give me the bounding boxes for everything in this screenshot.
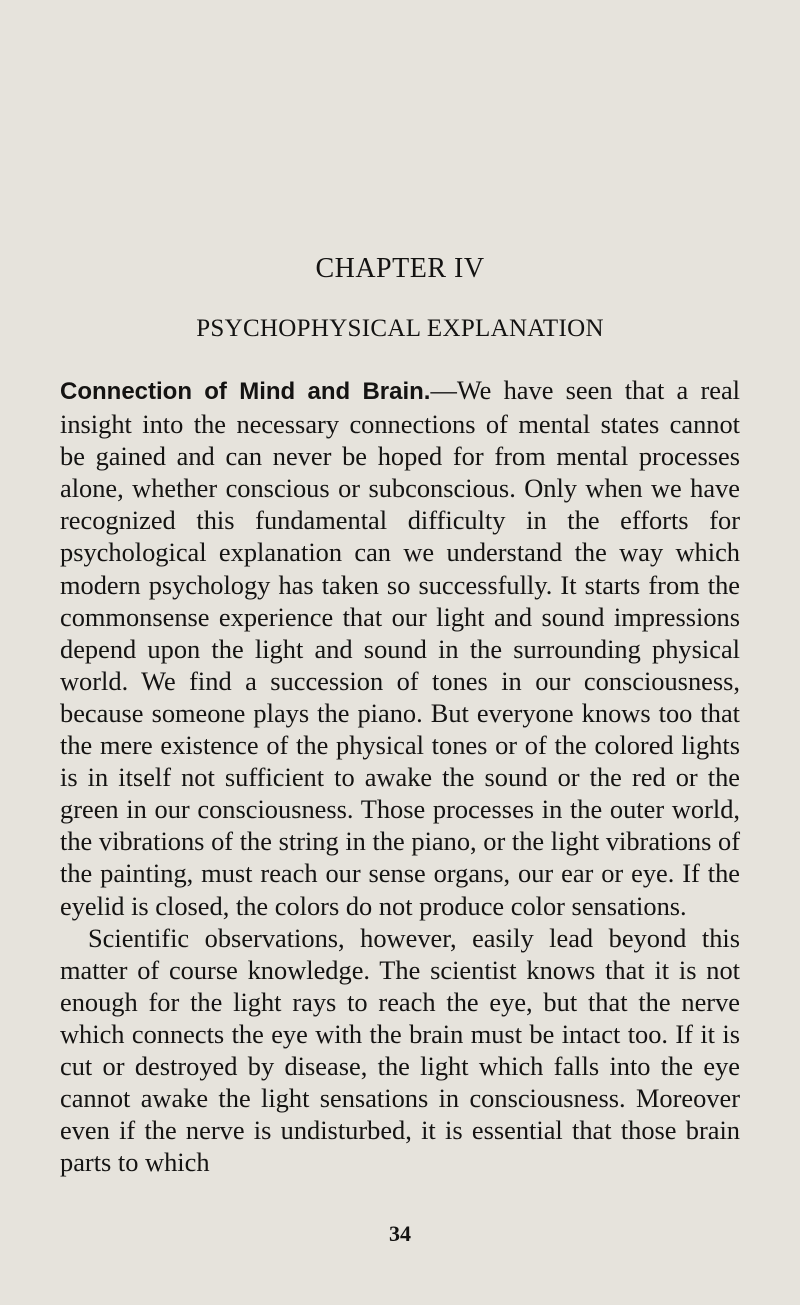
paragraph-text: —We have seen that a real insight into the necessary connections of mental states cannot be gained and can never be hoped for from mental processes alone, whether conscious or subconscious. Only when we have recognized this fundamental difficulty in the efforts for psychological explanation can we understand the way which modern psychology has taken so successfully. It starts from the commonsense experience that our light and sound impressions depend upon the light and sound in the surrounding physical world. We find a succession of tones in our consciousness, because someone plays the piano. But everyone knows too that the mere existence of the physical tones or of the colored lights is in itself not sufficient to awake the sound or the red or the green in our consciousness. Those processes in the outer world, the vibrations of the string in the piano, or the light vibrations of the painting, must reach our sense organs, our ear or eye. If the eyelid is closed, the colors do not produce color sensations.: [60, 375, 740, 921]
paragraph-text: Scientific observations, however, easily lead beyond this matter of course knowledge. The scientist knows that it is not enough for the light rays to reach the eye, but that the nerve which connects the eye with the brain must be intact too. If it is cut or destroyed by disease, the light which falls into the eye cannot awake the light sensations in consciousness. Moreover even if the nerve is undisturbed, it is essential that those brain parts to which: [60, 922, 740, 1178]
section-heading: Connection of Mind and Brain.: [60, 378, 431, 405]
chapter-title: PSYCHOPHYSICAL EXPLANATION: [196, 315, 604, 342]
book-page: [60, 0, 740, 1305]
paragraph: [60, 922, 740, 1179]
page-number: 34: [389, 1221, 411, 1246]
body-text: [60, 374, 740, 1178]
chapter-number: CHAPTER IV: [315, 253, 485, 284]
paragraph: [60, 374, 740, 922]
